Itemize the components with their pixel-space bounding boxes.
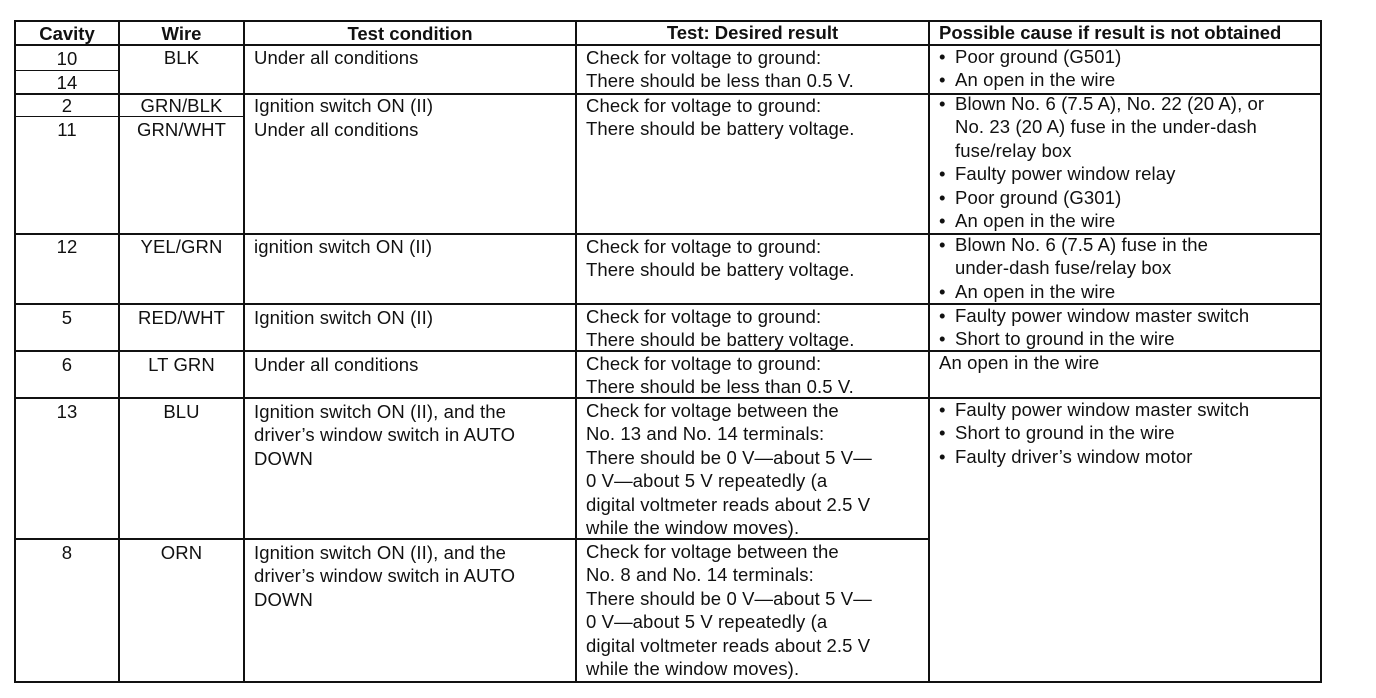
cause-cell xyxy=(939,304,1249,351)
header-test-condition: Test condition xyxy=(347,23,473,44)
result-line: Check for voltage to ground: xyxy=(586,47,822,68)
bullet-icon: • xyxy=(939,186,946,208)
bullet-icon: • xyxy=(939,46,946,67)
condition-line: DOWN xyxy=(254,588,313,610)
result-line: Check for voltage between the xyxy=(586,400,839,421)
result-line: There should be battery voltage. xyxy=(586,259,855,281)
cause-item xyxy=(939,233,1208,256)
result-cell xyxy=(586,305,855,352)
wire-cell: BLK xyxy=(163,47,200,68)
result-line: Check for voltage to ground: xyxy=(586,236,822,257)
cavity-cell: 11 xyxy=(57,119,77,140)
result-line: There should be battery voltage. xyxy=(586,118,855,140)
cause-text: Faulty power window master switch xyxy=(955,399,1250,420)
result-line: Check for voltage to ground: xyxy=(586,95,822,116)
cavity-cell: 6 xyxy=(61,354,73,375)
result-line: Check for voltage to ground: xyxy=(586,353,822,374)
result-line: No. 8 and No. 14 terminals: xyxy=(586,564,814,586)
header-wire: Wire xyxy=(161,23,202,44)
cause-item xyxy=(939,421,1249,444)
result-line: while the window moves). xyxy=(586,517,800,539)
result-line: Check for voltage between the xyxy=(586,541,839,562)
cavity-cell: 14 xyxy=(56,72,78,93)
bullet-icon: • xyxy=(939,163,946,185)
bullet-icon: • xyxy=(939,328,946,350)
condition-cell xyxy=(254,306,433,329)
result-line: 0 V—about 5 V repeatedly (a xyxy=(586,470,828,492)
condition-cell xyxy=(254,94,433,117)
table-rule xyxy=(575,20,577,683)
cause-text: An open in the wire xyxy=(955,280,1116,302)
condition-cell xyxy=(254,400,515,470)
result-cell xyxy=(586,399,872,539)
condition-line: Ignition switch ON (II), and the xyxy=(254,401,507,422)
result-cell xyxy=(586,352,854,399)
wire-cell: GRN/WHT xyxy=(136,119,227,140)
cause-cell xyxy=(939,45,1121,92)
condition-cell xyxy=(254,235,432,258)
cause-text: Short to ground in the wire xyxy=(955,328,1175,350)
cause-text: Faulty power window master switch xyxy=(955,305,1250,326)
condition-cell xyxy=(254,46,418,69)
bullet-icon: • xyxy=(939,422,946,444)
header-desired-result: Test: Desired result xyxy=(666,22,839,43)
cause-cell xyxy=(939,351,1099,374)
result-line: There should be 0 V—about 5 V— xyxy=(586,446,872,468)
result-line: There should be less than 0.5 V. xyxy=(586,70,854,92)
condition-line: Ignition switch ON (II), and the xyxy=(254,542,507,563)
cause-text: Poor ground (G301) xyxy=(955,186,1122,208)
result-cell xyxy=(586,46,854,93)
result-cell xyxy=(586,540,872,680)
header-cavity: Cavity xyxy=(39,23,95,44)
result-line: There should be battery voltage. xyxy=(586,329,855,351)
cause-text: No. 23 (20 A) fuse in the under-dash xyxy=(955,116,1257,138)
table-rule xyxy=(1320,20,1322,683)
cause-text: Blown No. 6 (7.5 A) fuse in the xyxy=(955,234,1208,255)
cause-text: Faulty driver’s window motor xyxy=(955,445,1193,467)
condition-line: ignition switch ON (II) xyxy=(254,236,433,257)
cavity-cell: 13 xyxy=(56,401,78,422)
bullet-icon: • xyxy=(939,210,946,232)
cause-text: Short to ground in the wire xyxy=(955,422,1175,444)
condition-line: driver’s window switch in AUTO xyxy=(254,424,516,446)
cavity-cell: 12 xyxy=(56,236,78,257)
header-possible-cause: Possible cause if result is not obtained xyxy=(939,22,1282,43)
cavity-cell: 2 xyxy=(61,95,73,116)
table-rule xyxy=(14,681,1322,683)
wire-cell: YEL/GRN xyxy=(140,236,223,257)
cause-item xyxy=(939,68,1121,91)
cause-text: An open in the wire xyxy=(955,210,1116,232)
cause-text: An open in the wire xyxy=(955,69,1116,91)
bullet-icon: • xyxy=(939,399,946,420)
condition-line: Under all conditions xyxy=(254,354,419,375)
condition-line: Ignition switch ON (II) xyxy=(254,95,434,116)
cavity-cell: 5 xyxy=(61,307,73,328)
result-line: There should be less than 0.5 V. xyxy=(586,376,854,398)
bullet-icon: • xyxy=(939,280,946,302)
cause-item xyxy=(939,398,1249,421)
bullet-icon: • xyxy=(939,69,946,91)
condition-line: driver’s window switch in AUTO xyxy=(254,565,516,587)
condition-line: Under all conditions xyxy=(254,119,419,140)
condition-cell xyxy=(254,118,418,141)
cause-text: Faulty power window relay xyxy=(955,163,1176,185)
cause-item xyxy=(939,162,1264,185)
wire-cell: GRN/BLK xyxy=(140,95,223,116)
result-line: 0 V—about 5 V repeatedly (a xyxy=(586,611,828,633)
cause-text: under-dash fuse/relay box xyxy=(955,257,1172,279)
cause-cell xyxy=(939,233,1208,303)
wire-cell: ORN xyxy=(160,542,203,563)
cause-item xyxy=(939,186,1264,209)
bullet-icon: • xyxy=(939,93,946,114)
result-line: Check for voltage to ground: xyxy=(586,306,822,327)
cause-item xyxy=(939,209,1264,232)
condition-line: Under all conditions xyxy=(254,47,419,68)
table-rule xyxy=(243,20,245,683)
cavity-cell: 8 xyxy=(61,542,73,563)
condition-cell xyxy=(254,541,515,611)
cause-text: An open in the wire xyxy=(939,352,1100,373)
troubleshooting-table xyxy=(14,20,1322,684)
cause-item xyxy=(939,327,1249,350)
cause-item xyxy=(939,304,1249,327)
bullet-icon: • xyxy=(939,445,946,467)
cause-text: fuse/relay box xyxy=(955,139,1072,161)
cause-cell xyxy=(939,92,1264,232)
wire-cell: RED/WHT xyxy=(137,307,226,328)
result-line: There should be 0 V—about 5 V— xyxy=(586,587,872,609)
bullet-icon: • xyxy=(939,234,946,255)
cause-item xyxy=(939,280,1208,303)
result-cell xyxy=(586,94,855,141)
result-line: No. 13 and No. 14 terminals: xyxy=(586,423,825,445)
cause-text: Poor ground (G501) xyxy=(955,46,1122,67)
cause-item xyxy=(939,92,1264,115)
cause-item xyxy=(939,45,1121,68)
cause-cell xyxy=(939,398,1249,468)
condition-line: Ignition switch ON (II) xyxy=(254,307,434,328)
condition-cell xyxy=(254,353,418,376)
wire-cell: BLU xyxy=(163,401,200,422)
result-line: digital voltmeter reads about 2.5 V xyxy=(586,493,871,515)
bullet-icon: • xyxy=(939,305,946,326)
result-line: digital voltmeter reads about 2.5 V xyxy=(586,634,871,656)
cause-item xyxy=(939,445,1249,468)
cavity-cell: 10 xyxy=(56,48,78,69)
table-rule xyxy=(928,20,930,683)
wire-cell: LT GRN xyxy=(148,354,215,375)
cause-text: Blown No. 6 (7.5 A), No. 22 (20 A), or xyxy=(955,93,1265,114)
condition-line: DOWN xyxy=(254,447,313,469)
result-line: while the window moves). xyxy=(586,658,800,680)
result-cell xyxy=(586,235,855,282)
